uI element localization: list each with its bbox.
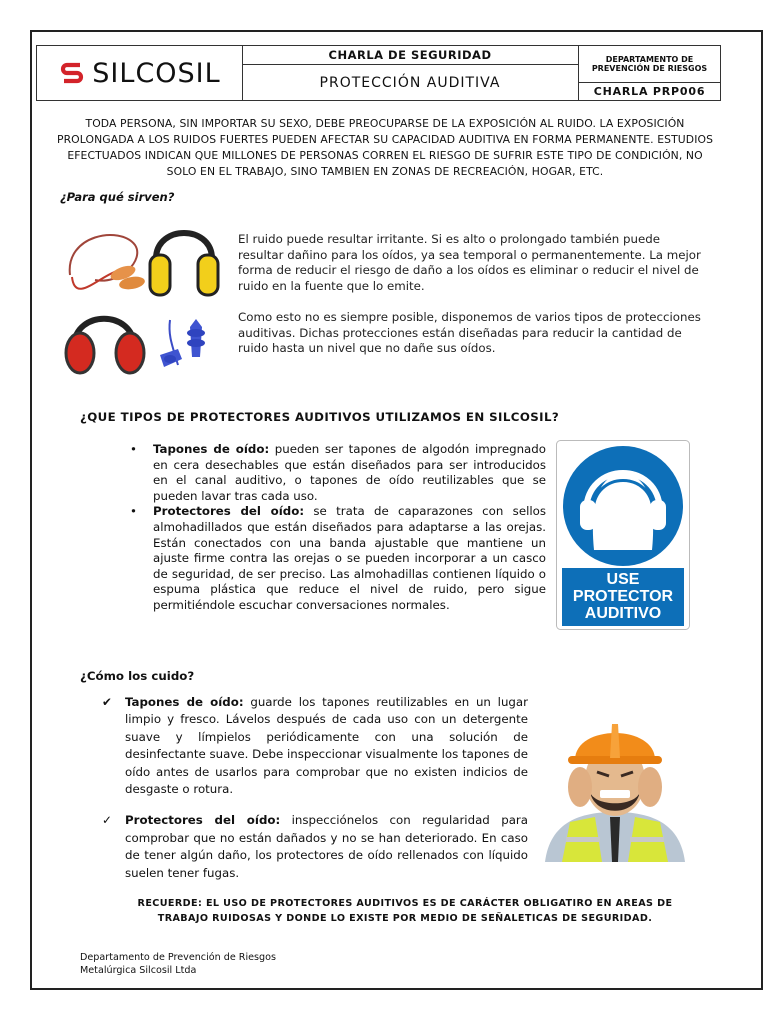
section-heading-care: ¿Cómo los cuido? (80, 669, 195, 683)
purpose-paragraph-1: El ruido puede resultar irritante. Si es alto o prolongado también puede resultar dañino para los oídos, ya sea temporal o permanentemente. La mejor forma de reducir el riesgo de daño a los oídos es eliminar o reducir el nivel de ruido en la fuente que lo emite. (238, 232, 701, 293)
item-term: Protectores del oído: (153, 504, 305, 519)
footer-department: Departamento de Prevención de Riesgos (80, 952, 276, 963)
item-text: pueden ser tapones de algodón impregnado en cera desechables que están diseñados para ser introducidos en el canal auditivo, o tapones de oído reutilizables que se pueden lavar tras cada uso. (153, 442, 546, 503)
list-item (102, 694, 528, 798)
hearing-protectors-image (60, 215, 222, 385)
item-term: Tapones de oído: (125, 695, 244, 709)
bullet: • (130, 442, 137, 456)
list-item (130, 442, 546, 504)
bullet: • (130, 504, 137, 519)
talk-code: CHARLA PRP006 (593, 85, 706, 98)
sign-text (562, 568, 684, 626)
types-list (130, 442, 546, 614)
silcosil-logo-icon (58, 59, 86, 87)
list-item (130, 504, 546, 613)
worker-covering-ears-image (540, 712, 690, 862)
logo-cell (37, 46, 243, 100)
footer (80, 952, 276, 977)
ear-protection-sign-icon (556, 440, 690, 630)
check-icon: ✔ (102, 695, 112, 709)
item-term: Protectores del oído: (125, 813, 281, 828)
item-text: se trata de caparazones con sellos almohadillados que están diseñados para adaptarse a las orejas. Están conectados con una banda ajustable que mantiene un ajuste firme contra las orejas o se pueden incorporar a un casco de seguridad, de ser preciso. Las almohadillas contienen líquido o espuma plástica que reduce el nivel de ruido, pero sigue permitiéndole escuchar conversaciones normales. (153, 504, 547, 612)
footer-company: Metalúrgica Silcosil Ltda (80, 964, 197, 976)
page-title: PROTECCIÓN AUDITIVA (242, 65, 579, 100)
department-line-1: DEPARTAMENTO DE (605, 55, 694, 64)
company-name: SILCOSIL (92, 57, 221, 89)
item-text: inspecciónelos con regularidad para comprobar que no están dañados y no se han deteriorado. En caso de tener algún daño, los protectores de oído rellenados con líquido suelen tener fugas. (125, 813, 528, 880)
header-table (36, 45, 721, 101)
item-text: guarde los tapones reutilizables en un lugar limpio y fresco. Lávelos después de cada uso con un detergente suave y límpielos periódicamente con una solución de desinfectante suave. Debe inspeccionar visualmente los tapones de oído antes de usarlos para comprobar que no existen indicios de desgaste o rotura. (125, 695, 528, 797)
company-logo (58, 58, 220, 89)
sign-line-2: PROTECTOR (572, 588, 674, 605)
item-term: Tapones de oído: (153, 442, 270, 456)
section-heading-purpose: ¿Para qué sirven? (60, 190, 175, 204)
list-item (102, 812, 528, 882)
intro-paragraph: TODA PERSONA, SIN IMPORTAR SU SEXO, DEBE PREOCUPARSE DE LA EXPOSICIÓN AL RUIDO. LA EXPOSICIÓN PROLONGADA A LOS RUIDOS FUERTES PUEDEN AFECTAR SU CAPACIDAD AUDITIVA EN FORMA PERMANENTE. ESTUDIOS EFECTUADOS INDICAN QUE MILLONES DE PERSONAS CORREN EL RIESGO DE SUFRIR ESTE TIPO DE CONDICIÓN, NO SOLO EN EL TRABAJO, SINO TAMBIEN EN ZONAS DE RECREACIÓN, HOGAR, ETC. (56, 117, 714, 178)
care-list (102, 694, 528, 882)
reminder-note: RECUERDE: EL USO DE PROTECTORES AUDITIVOS ES DE CARÁCTER OBLIGATIRO EN AREAS DE TRABAJO RUIDOSAS Y DONDE LO EXISTE POR MEDIO DE SEÑALETICAS DE SEGURIDAD. (137, 898, 673, 924)
talk-type: CHARLA DE SEGURIDAD (242, 46, 579, 65)
department-line-2: PREVENCIÓN DE RIESGOS (591, 64, 708, 73)
sign-line-1: USE (606, 571, 640, 588)
purpose-paragraph-2: Como esto no es siempre posible, disponemos de varios tipos de protecciones auditivas. Dichas protecciones están diseñadas para reducir la cantidad de ruido hasta un nivel que no dañe sus oídos. (238, 310, 701, 355)
section-heading-types: ¿QUE TIPOS DE PROTECTORES AUDITIVOS UTILIZAMOS EN SILCOSIL? (80, 410, 560, 424)
sign-line-3: AUDITIVO (584, 605, 662, 622)
department-label (579, 46, 720, 83)
check-icon: ✓ (102, 813, 112, 828)
